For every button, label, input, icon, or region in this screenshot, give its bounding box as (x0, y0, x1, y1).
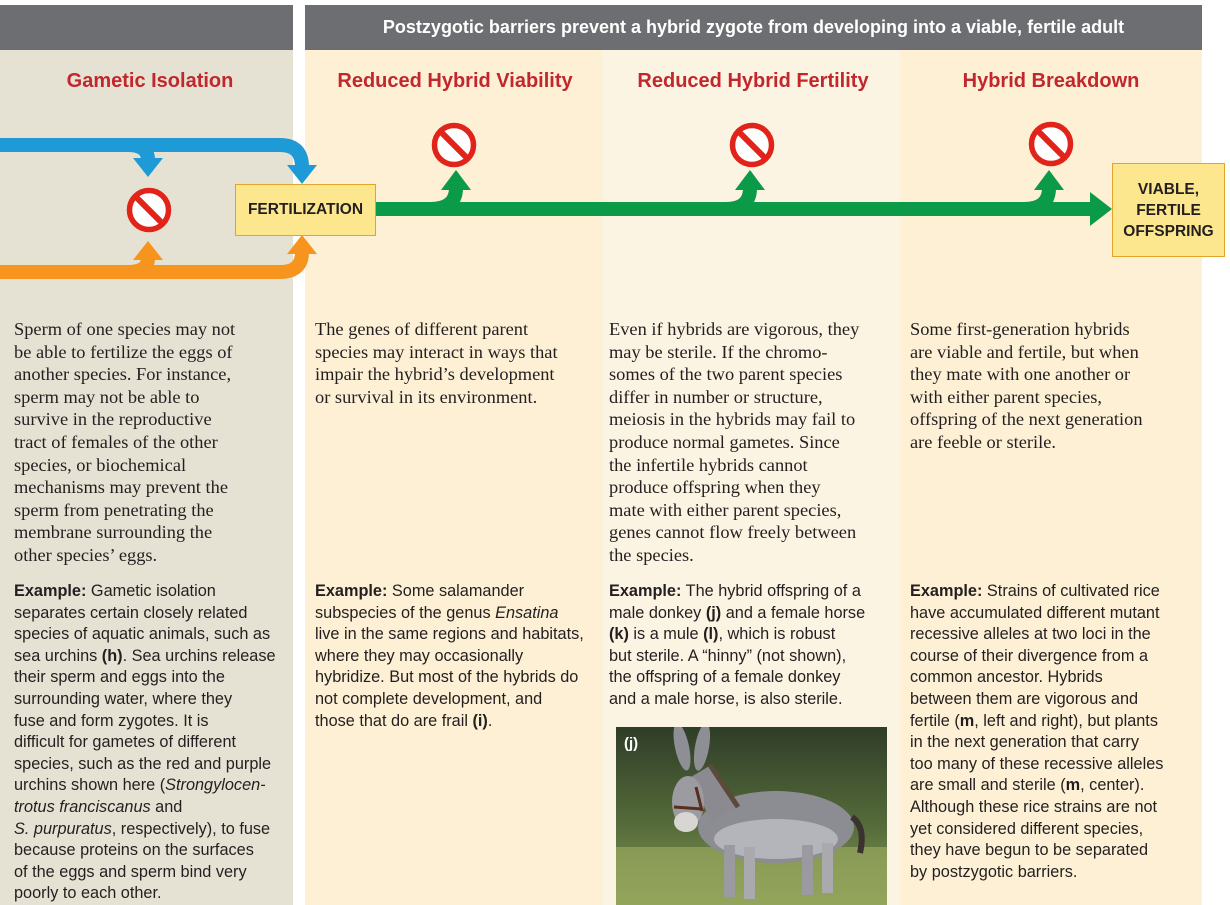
description-line: Some first-generation hybrids (910, 319, 1130, 339)
example-line (910, 819, 1200, 841)
no-symbol-icon (130, 191, 169, 230)
fertilization-label: FERTILIZATION (247, 201, 364, 218)
description-line: may be sterile. If the chromo- (609, 341, 828, 362)
example-line (14, 775, 292, 797)
example-text: they have begun to be separated (910, 841, 1149, 860)
no-symbol-icon (435, 126, 474, 165)
example-line (910, 754, 1200, 776)
example-text: but sterile. A “hinny” (not shown), (609, 646, 847, 665)
example-line (14, 646, 292, 668)
example-line (910, 732, 1200, 754)
postzygotic-banner-text: Postzygotic barriers prevent a hybrid zygote from developing into a viable, fertile adult (382, 17, 1125, 37)
example-text: recessive alleles at two loci in the (910, 625, 1151, 644)
example-text: where they may occasionally (315, 646, 524, 665)
description-line: the infertile hybrids cannot (609, 454, 808, 475)
viability-description (315, 318, 600, 408)
description-line: membrane surrounding the (14, 522, 213, 543)
example-line (910, 646, 1200, 668)
example-text: yet considered different species, (910, 819, 1144, 838)
example-text: , left and right), but plants (974, 711, 1158, 730)
example-label: Example: (609, 582, 682, 600)
description-line: Sperm of one species may not (14, 319, 236, 339)
description-line: the species. (609, 544, 694, 565)
example-text: S. purpuratus (14, 819, 112, 838)
example-line (609, 646, 899, 668)
example-label: Example: (315, 582, 388, 600)
example-line (14, 711, 292, 733)
example-text: species, such as the red and purple (14, 754, 272, 773)
description-line: be able to fertilize the eggs of (14, 341, 233, 362)
example-line (910, 775, 1200, 797)
flow-diagram (0, 0, 1230, 300)
example-text: . (487, 711, 493, 730)
example-text: species of aquatic animals, such as (14, 625, 271, 644)
example-text: difficult for gametes of different (14, 733, 237, 752)
example-text: their sperm and eggs into the (14, 668, 225, 687)
description-line: tract of females of the other (14, 431, 218, 452)
no-symbol-icon (733, 126, 772, 165)
outcome-line: OFFSPRING (1123, 222, 1214, 240)
description-line: they mate with one another or (910, 364, 1131, 385)
description-line: are feeble or sterile. (910, 431, 1057, 452)
example-text: fertile ( (910, 711, 960, 730)
example-text: (h) (101, 646, 123, 665)
example-line (14, 581, 292, 603)
outcome-line: VIABLE, (1137, 180, 1200, 198)
example-text: is a mule (628, 625, 704, 644)
example-text: have accumulated different mutant (910, 603, 1160, 622)
example-text: , respectively), to fuse (111, 819, 271, 838)
example-text: and a female horse (721, 603, 866, 622)
description-line: offspring of the next generation (910, 409, 1143, 430)
reduced-hybrid-fertility-title: Reduced Hybrid Fertility (637, 70, 869, 92)
description-line: sperm from penetrating the (14, 499, 214, 520)
example-line (910, 711, 1200, 733)
example-line (910, 624, 1200, 646)
example-text: The hybrid offspring of a (681, 582, 861, 600)
description-line: produce offspring when they (609, 477, 821, 498)
example-label: Example: (910, 582, 983, 600)
example-text: (l) (703, 625, 719, 644)
example-line (609, 667, 899, 689)
example-line (910, 667, 1200, 689)
example-line (14, 840, 292, 862)
description-line: The genes of different parent (315, 319, 529, 339)
example-line (910, 603, 1200, 625)
example-line (315, 667, 600, 689)
example-line (14, 883, 292, 905)
example-text: the offspring of a female donkey (609, 668, 841, 687)
example-line (14, 603, 292, 625)
example-text: urchins shown here ( (14, 776, 166, 795)
example-text: Strains of cultivated rice (982, 582, 1160, 600)
example-text: . Sea urchins release (122, 646, 276, 665)
outcome-box (1112, 163, 1225, 257)
example-text: sea urchins (14, 646, 102, 665)
description-line: are viable and fertile, but when (910, 341, 1139, 362)
example-line (609, 624, 899, 646)
example-text: separates certain closely related (14, 603, 248, 622)
description-line: species, or biochemical (14, 454, 187, 475)
example-text: fuse and form zygotes. It is (14, 711, 209, 730)
example-text: because proteins on the surfaces (14, 841, 254, 860)
hybrid-breakdown-title: Hybrid Breakdown (962, 70, 1140, 92)
description-line: other species’ eggs. (14, 544, 158, 565)
example-line (14, 819, 292, 841)
description-line: with either parent species, (910, 386, 1103, 407)
description-line: survive in the reproductive (14, 409, 212, 430)
example-line (14, 754, 292, 776)
example-line (609, 603, 899, 625)
example-label: Example: (14, 582, 87, 600)
example-text: and a male horse, is also sterile. (609, 689, 843, 708)
example-text: too many of these recessive alleles (910, 754, 1164, 773)
example-line (910, 581, 1200, 603)
example-line (14, 624, 292, 646)
description-line: mate with either parent species, (609, 499, 842, 520)
example-line (609, 581, 899, 603)
example-line (315, 711, 600, 733)
fertility-example (609, 581, 899, 711)
breakdown-description (910, 318, 1198, 454)
description-line: genes cannot flow freely between (609, 522, 857, 543)
donkey-photo (616, 727, 887, 905)
description-line: or survival in its environment. (315, 386, 538, 407)
example-text: in the next generation that carry (910, 733, 1139, 752)
example-text: trotus franciscanus (14, 797, 151, 816)
example-text: (i) (472, 711, 488, 730)
example-text: (j) (705, 603, 722, 622)
example-text: subspecies of the genus (315, 603, 496, 622)
gametic-description (14, 318, 289, 567)
example-text: , center). (1080, 776, 1145, 795)
example-line (315, 646, 600, 668)
blue-arrow (0, 145, 317, 184)
example-text: live in the same regions and habitats, (315, 625, 584, 644)
description-line: somes of the two parent species (609, 364, 843, 385)
example-text: are small and sterile ( (910, 776, 1066, 795)
reduced-hybrid-viability-title: Reduced Hybrid Viability (337, 70, 573, 92)
gametic-example (14, 581, 292, 905)
example-line (14, 667, 292, 689)
gametic-isolation-title: Gametic Isolation (66, 70, 234, 92)
example-text: those that do are frail (315, 711, 473, 730)
description-line: mechanisms may prevent the (14, 477, 228, 498)
example-line (910, 689, 1200, 711)
green-arrow (376, 170, 1112, 226)
example-line (609, 689, 899, 711)
example-text: between them are vigorous and (910, 689, 1139, 708)
example-line (315, 689, 600, 711)
description-line: another species. For instance, (14, 364, 232, 385)
example-text: Although these rice strains are not (910, 797, 1158, 816)
example-line (315, 581, 600, 603)
example-text: m (1065, 776, 1081, 795)
description-line: sperm may not be able to (14, 386, 200, 407)
example-line (14, 797, 292, 819)
description-line: differ in number or structure, (609, 386, 823, 407)
fertilization-box (235, 184, 376, 236)
example-text: Strongylocen- (165, 776, 266, 795)
example-text: male donkey (609, 603, 706, 622)
breakdown-example (910, 581, 1200, 883)
example-text: (k) (609, 625, 629, 644)
example-line (14, 732, 292, 754)
description-line: produce normal gametes. Since (609, 431, 840, 452)
example-text: Ensatina (495, 603, 559, 622)
example-text: hybridize. But most of the hybrids do (315, 668, 579, 687)
description-line: meiosis in the hybrids may fail to (609, 409, 856, 430)
example-line (910, 840, 1200, 862)
example-text: Some salamander (387, 582, 525, 600)
example-text: poorly to each other. (14, 884, 162, 903)
no-symbol-icon (1032, 125, 1071, 164)
example-text: by postzygotic barriers. (910, 862, 1078, 881)
example-text: common ancestor. Hybrids (910, 668, 1103, 687)
example-line (910, 797, 1200, 819)
example-line (315, 603, 600, 625)
description-line: Even if hybrids are vigorous, they (609, 319, 860, 339)
example-text: and (150, 797, 183, 816)
example-text: , which is robust (718, 625, 836, 644)
description-line: species may interact in ways that (315, 341, 558, 362)
example-text: m (959, 711, 975, 730)
example-line (14, 862, 292, 884)
example-line (315, 624, 600, 646)
outcome-line: FERTILE (1136, 201, 1201, 219)
photo-label: (j) (624, 735, 639, 752)
viability-example (315, 581, 600, 732)
fertility-description (609, 318, 897, 567)
example-line (14, 689, 292, 711)
description-line: impair the hybrid’s development (315, 364, 555, 385)
example-line (910, 862, 1200, 884)
example-text: of the eggs and sperm bind very (14, 862, 247, 881)
example-text: Gametic isolation (86, 582, 216, 600)
example-text: surrounding water, where they (14, 689, 233, 708)
example-text: not complete development, and (315, 689, 543, 708)
orange-arrow (0, 235, 317, 272)
donkey-illustration (616, 727, 887, 905)
example-text: course of their divergence from a (910, 646, 1149, 665)
